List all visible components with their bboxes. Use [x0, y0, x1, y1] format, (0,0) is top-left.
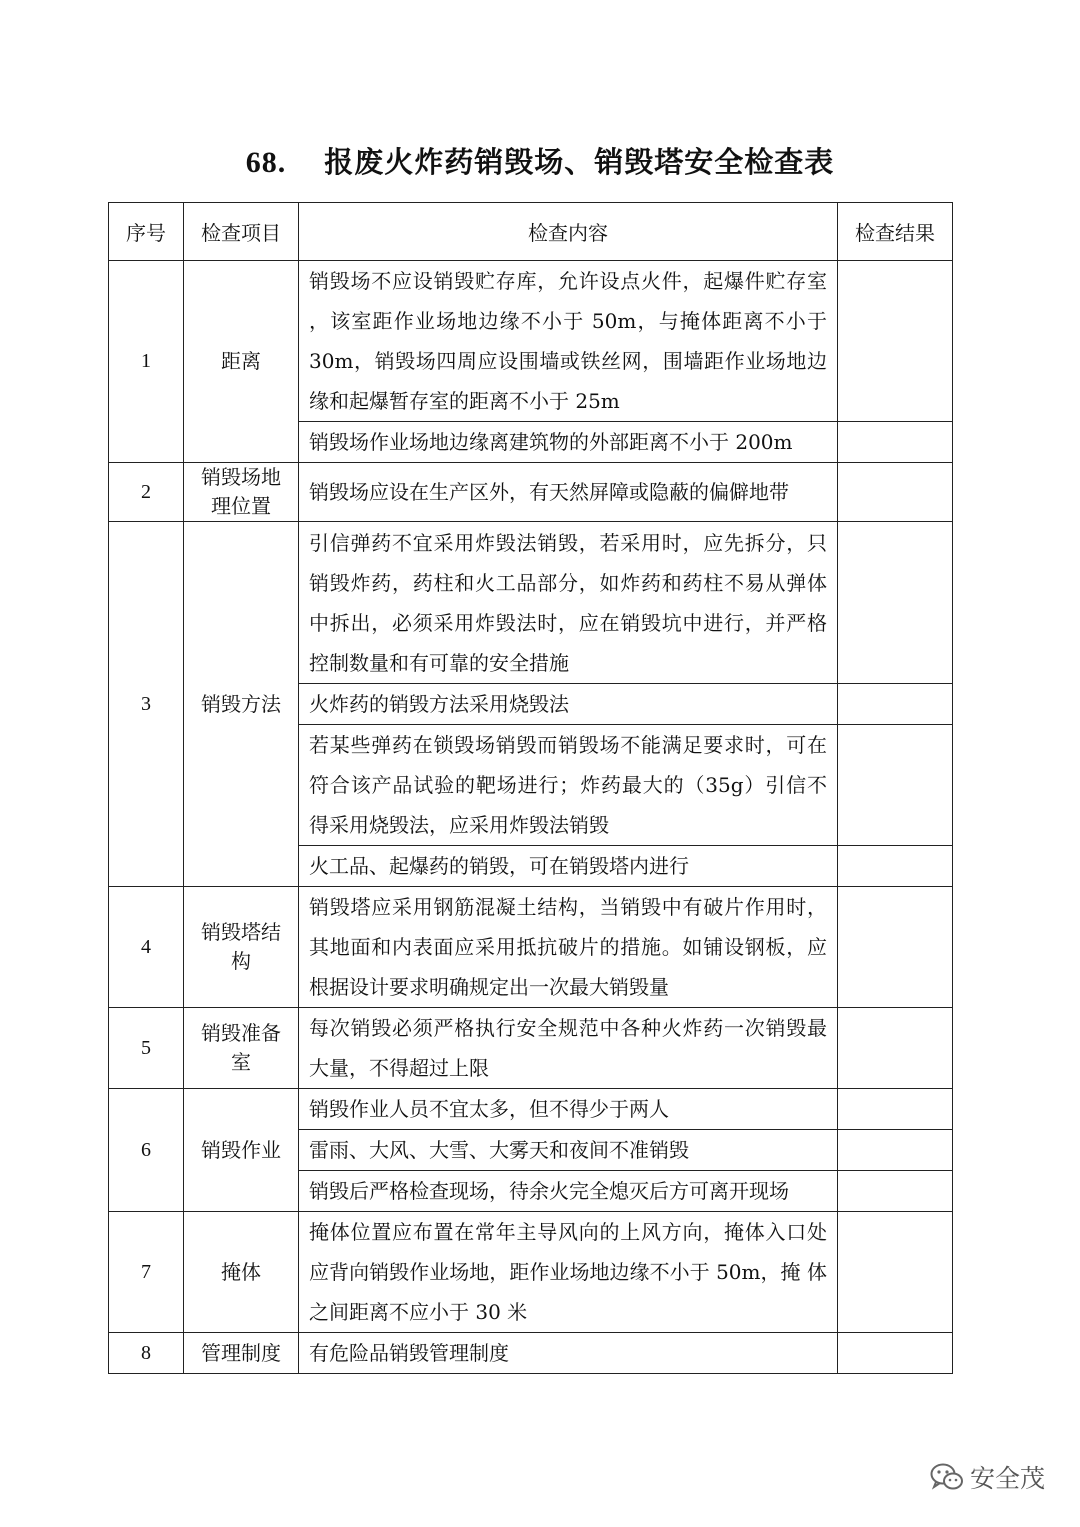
row-item: 掩体	[184, 1212, 299, 1333]
result-cell[interactable]	[838, 1008, 953, 1089]
table-row	[109, 261, 953, 422]
row-item: 销毁塔结构	[184, 887, 299, 1008]
result-cell[interactable]	[838, 463, 953, 522]
table-row	[109, 887, 953, 1008]
table-row	[109, 1333, 953, 1374]
result-cell[interactable]	[838, 725, 953, 846]
result-cell[interactable]	[838, 1089, 953, 1130]
result-cell[interactable]	[838, 887, 953, 1008]
result-cell[interactable]	[838, 522, 953, 684]
row-number: 3	[109, 522, 184, 887]
page-title	[0, 140, 1080, 181]
table-row	[109, 463, 953, 522]
wechat-icon	[930, 1462, 964, 1492]
row-item: 销毁方法	[184, 522, 299, 887]
row-number: 6	[109, 1089, 184, 1212]
row-number: 1	[109, 261, 184, 463]
content-cell: 若某些弹药在锁毁场销毁而销毁场不能满足要求时，可在符合该产品试验的靶场进行；炸药最大的（35g）引信不得采用烧毁法，应采用炸毁法销毁	[299, 725, 838, 846]
header-row	[109, 203, 953, 261]
result-cell[interactable]	[838, 1171, 953, 1212]
row-item: 距离	[184, 261, 299, 463]
content-cell: 有危险品销毁管理制度	[299, 1333, 838, 1374]
title-text: 报废火炸药销毁场、销毁塔安全检查表	[324, 145, 835, 179]
header-no: 序号	[109, 203, 184, 261]
content-cell: 掩体位置应布置在常年主导风向的上风方向，掩体入口处应背向销毁作业场地，距作业场地边缘不小于 50m，掩 体之间距离不应小于 30 米	[299, 1212, 838, 1333]
table-row	[109, 1212, 953, 1333]
result-cell[interactable]	[838, 1333, 953, 1374]
content-cell: 销毁塔应采用钢筋混凝土结构，当销毁中有破片作用时，其地面和内表面应采用抵抗破片的措施。如铺设钢板，应根据设计要求明确规定出一次最大销毁量	[299, 887, 838, 1008]
content-cell: 销毁作业人员不宜太多，但不得少于两人	[299, 1089, 838, 1130]
row-item: 销毁场地理位置	[184, 463, 299, 522]
header-item: 检查项目	[184, 203, 299, 261]
watermark	[930, 1457, 1045, 1497]
content-cell: 销毁场应设在生产区外，有天然屏障或隐蔽的偏僻地带	[299, 463, 838, 522]
result-cell[interactable]	[838, 422, 953, 463]
row-number: 5	[109, 1008, 184, 1089]
content-cell: 雷雨、大风、大雪、大雾天和夜间不准销毁	[299, 1130, 838, 1171]
row-item: 销毁准备室	[184, 1008, 299, 1089]
result-cell[interactable]	[838, 1212, 953, 1333]
row-number: 8	[109, 1333, 184, 1374]
row-item: 销毁作业	[184, 1089, 299, 1212]
header-content: 检查内容	[299, 203, 838, 261]
inspection-table	[108, 202, 953, 1374]
content-cell: 销毁后严格检查现场，待余火完全熄灭后方可离开现场	[299, 1171, 838, 1212]
header-result: 检查结果	[838, 203, 953, 261]
content-cell: 销毁场作业场地边缘离建筑物的外部距离不小于 200m	[299, 422, 838, 463]
result-cell[interactable]	[838, 684, 953, 725]
title-number: 68.	[245, 146, 287, 179]
table-row	[109, 1089, 953, 1130]
watermark-text: 安全茂	[970, 1464, 1046, 1493]
result-cell[interactable]	[838, 1130, 953, 1171]
result-cell[interactable]	[838, 846, 953, 887]
table-row	[109, 1008, 953, 1089]
row-number: 7	[109, 1212, 184, 1333]
result-cell[interactable]	[838, 261, 953, 422]
row-number: 2	[109, 463, 184, 522]
content-cell: 引信弹药不宜采用炸毁法销毁，若采用时，应先拆分，只销毁炸药，药柱和火工品部分，如炸药和药柱不易从弹体中拆出，必须采用炸毁法时，应在销毁坑中进行，并严格控制数量和有可靠的安全措施	[299, 522, 838, 684]
content-cell: 每次销毁必须严格执行安全规范中各种火炸药一次销毁最大量，不得超过上限	[299, 1008, 838, 1089]
row-item: 管理制度	[184, 1333, 299, 1374]
content-cell: 销毁场不应设销毁贮存库，允许设点火件，起爆件贮存室 ，该室距作业场地边缘不小于 50m，与掩体距离不小于 30m，销毁场四周应设围墙或铁丝网，围墙距作业场地边缘和起爆暂存室的距离不小于 25m	[299, 261, 838, 422]
row-number: 4	[109, 887, 184, 1008]
content-cell: 火工品、起爆药的销毁，可在销毁塔内进行	[299, 846, 838, 887]
table-row	[109, 522, 953, 684]
content-cell: 火炸药的销毁方法采用烧毁法	[299, 684, 838, 725]
